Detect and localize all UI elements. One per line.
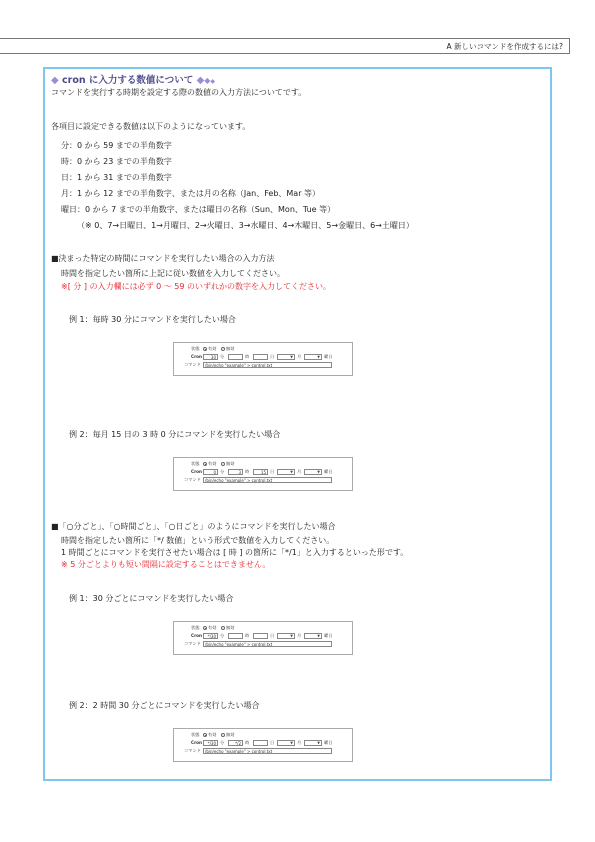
dropdown-arrow-icon: ▼ bbox=[290, 741, 293, 745]
radio-unchecked-icon[interactable] bbox=[221, 626, 225, 630]
section-title bbox=[51, 75, 215, 88]
month-label: 月 bbox=[297, 633, 302, 638]
dropdown-arrow-icon: ▼ bbox=[317, 634, 320, 638]
radio-checked-icon[interactable] bbox=[203, 626, 207, 630]
dropdown-arrow-icon: ▼ bbox=[317, 355, 320, 359]
weekday-select[interactable] bbox=[304, 354, 322, 360]
weekday-select[interactable] bbox=[304, 740, 322, 746]
weekday-label: 曜日 bbox=[324, 740, 333, 745]
command-label: コマンド bbox=[184, 641, 201, 646]
diamond-icon: ◆ bbox=[196, 75, 205, 86]
dropdown-arrow-icon: ▼ bbox=[290, 355, 293, 359]
dropdown-arrow-icon: ▼ bbox=[317, 741, 320, 745]
page-header bbox=[0, 38, 570, 54]
day-label: 日 bbox=[270, 354, 275, 359]
status-enabled-option[interactable]: 有効 bbox=[203, 346, 216, 352]
weekday-select[interactable] bbox=[304, 469, 322, 475]
status-disabled-option[interactable]: 無効 bbox=[221, 625, 234, 631]
cron-form-example bbox=[173, 457, 353, 491]
interval-heading: ■「○分ごと」、「○時間ごと」、「○日ごと」のようにコマンドを実行したい場合 bbox=[51, 522, 336, 531]
range-minute: 分：0 から 59 までの半角数字 bbox=[61, 141, 172, 150]
month-label: 月 bbox=[297, 354, 302, 359]
day-input[interactable] bbox=[253, 740, 268, 746]
fixed-heading: ■決まった特定の時間にコマンドを実行したい場合の入力方法 bbox=[51, 254, 275, 263]
minute-input[interactable]: 0 bbox=[203, 469, 218, 475]
cron-label: Cron bbox=[191, 740, 202, 745]
status-label: 状態 bbox=[191, 346, 200, 351]
status-disabled-option[interactable]: 無効 bbox=[221, 346, 234, 352]
minute-input[interactable]: 30 bbox=[203, 354, 218, 360]
fixed-example-2: 例 2：毎月 15 日の 3 時 0 分にコマンドを実行したい場合 bbox=[69, 430, 281, 439]
minute-label: 分 bbox=[220, 633, 225, 638]
month-select[interactable] bbox=[277, 354, 295, 360]
status-label: 状態 bbox=[191, 625, 200, 630]
radio-checked-icon[interactable] bbox=[203, 462, 207, 466]
radio-unchecked-icon[interactable] bbox=[221, 462, 225, 466]
month-select[interactable] bbox=[277, 469, 295, 475]
minute-input[interactable]: */30 bbox=[203, 740, 218, 746]
section-intro: コマンドを実行する時期を設定する際の数値の入力方法についてです。 bbox=[51, 88, 307, 97]
cron-label: Cron bbox=[191, 354, 202, 359]
command-label: コマンド bbox=[184, 477, 201, 482]
day-label: 日 bbox=[270, 633, 275, 638]
day-input[interactable]: 15 bbox=[253, 469, 268, 475]
command-input[interactable]: /bin/echo "example" > control.txt bbox=[203, 641, 332, 647]
minute-input[interactable]: */30 bbox=[203, 633, 218, 639]
hour-label: 時 bbox=[245, 740, 250, 745]
weekday-note: （※ 0、7→日曜日、1→月曜日、2→火曜日、3→水曜日、4→木曜日、5→金曜日、6→土曜日） bbox=[77, 221, 414, 230]
month-select[interactable] bbox=[277, 740, 295, 746]
command-label: コマンド bbox=[184, 748, 201, 753]
section-title-text: cron に入力する数値について bbox=[62, 75, 194, 86]
hour-label: 時 bbox=[245, 354, 250, 359]
weekday-label: 曜日 bbox=[324, 633, 333, 638]
content-panel bbox=[43, 67, 552, 781]
status-enabled-option[interactable]: 有効 bbox=[203, 625, 216, 631]
interval-warning: ※ 5 分ごとよりも短い間隔に設定することはできません。 bbox=[61, 560, 271, 569]
cron-label: Cron bbox=[191, 469, 202, 474]
cron-label: Cron bbox=[191, 633, 202, 638]
hour-input[interactable]: 3 bbox=[228, 469, 243, 475]
dropdown-arrow-icon: ▼ bbox=[290, 634, 293, 638]
weekday-select[interactable] bbox=[304, 633, 322, 639]
weekday-label: 曜日 bbox=[324, 354, 333, 359]
radio-unchecked-icon[interactable] bbox=[221, 347, 225, 351]
interval-example-1: 例 1：30 分ごとにコマンドを実行したい場合 bbox=[69, 594, 234, 603]
minute-label: 分 bbox=[220, 740, 225, 745]
minute-label: 分 bbox=[220, 469, 225, 474]
command-label: コマンド bbox=[184, 362, 201, 367]
diamond-icon: ◆ bbox=[204, 76, 211, 85]
ranges-intro: 各項目に設定できる数値は以下のようになっています。 bbox=[51, 122, 251, 131]
minute-label: 分 bbox=[220, 354, 225, 359]
status-enabled-option[interactable]: 有効 bbox=[203, 461, 216, 467]
month-label: 月 bbox=[297, 469, 302, 474]
dropdown-arrow-icon: ▼ bbox=[290, 470, 293, 474]
cron-form-example bbox=[173, 621, 353, 655]
radio-checked-icon[interactable] bbox=[203, 733, 207, 737]
status-disabled-option[interactable]: 無効 bbox=[221, 732, 234, 738]
radio-unchecked-icon[interactable] bbox=[221, 733, 225, 737]
status-enabled-option[interactable]: 有効 bbox=[203, 732, 216, 738]
day-input[interactable] bbox=[253, 354, 268, 360]
dropdown-arrow-icon: ▼ bbox=[317, 470, 320, 474]
command-input[interactable]: /bin/echo "example" > control.txt bbox=[203, 477, 332, 483]
command-input[interactable]: /bin/echo "example" > control.txt bbox=[203, 748, 332, 754]
day-label: 日 bbox=[270, 740, 275, 745]
interval-example-2: 例 2：2 時間 30 分ごとにコマンドを実行したい場合 bbox=[69, 701, 260, 710]
month-label: 月 bbox=[297, 740, 302, 745]
hour-input[interactable]: */2 bbox=[228, 740, 243, 746]
range-month: 月：1 から 12 までの半角数字、または月の名称（Jan、Feb、Mar 等） bbox=[61, 189, 321, 198]
interval-desc-2: 1 時間ごとにコマンドを実行させたい場合は [ 時 ] の箇所に「*/1」と入力するといった形です。 bbox=[61, 548, 409, 557]
hour-input[interactable] bbox=[228, 633, 243, 639]
status-label: 状態 bbox=[191, 732, 200, 737]
range-day: 日：1 から 31 までの半角数字 bbox=[61, 173, 172, 182]
month-select[interactable] bbox=[277, 633, 295, 639]
diamond-icon: ◆ bbox=[210, 78, 216, 85]
radio-checked-icon[interactable] bbox=[203, 347, 207, 351]
range-hour: 時：0 から 23 までの半角数字 bbox=[61, 157, 172, 166]
status-disabled-option[interactable]: 無効 bbox=[221, 461, 234, 467]
cron-form-example bbox=[173, 342, 353, 376]
header-title: A 新しいコマンドを作成するには? bbox=[446, 42, 563, 51]
weekday-label: 曜日 bbox=[324, 469, 333, 474]
fixed-example-1: 例 1：毎時 30 分にコマンドを実行したい場合 bbox=[69, 315, 236, 324]
day-input[interactable] bbox=[253, 633, 268, 639]
hour-label: 時 bbox=[245, 469, 250, 474]
command-input[interactable]: /bin/echo "example" > control.txt bbox=[203, 362, 332, 368]
diamond-icon: ◆ bbox=[51, 75, 59, 86]
interval-desc-1: 時間を指定したい箇所に「*/ 数値」という形式で数値を入力してください。 bbox=[61, 536, 335, 545]
hour-label: 時 bbox=[245, 633, 250, 638]
range-weekday: 曜日：0 から 7 までの半角数字、または曜日の名称（Sun、Mon、Tue 等） bbox=[61, 205, 336, 214]
day-label: 日 bbox=[270, 469, 275, 474]
fixed-warning: ※[ 分 ] の入力欄には必ず 0 ～ 59 のいずれかの数字を入力してください。 bbox=[61, 282, 332, 291]
fixed-desc: 時間を指定したい箇所に上記に従い数値を入力してください。 bbox=[61, 269, 285, 278]
status-label: 状態 bbox=[191, 461, 200, 466]
cron-form-example bbox=[173, 728, 353, 762]
hour-input[interactable] bbox=[228, 354, 243, 360]
